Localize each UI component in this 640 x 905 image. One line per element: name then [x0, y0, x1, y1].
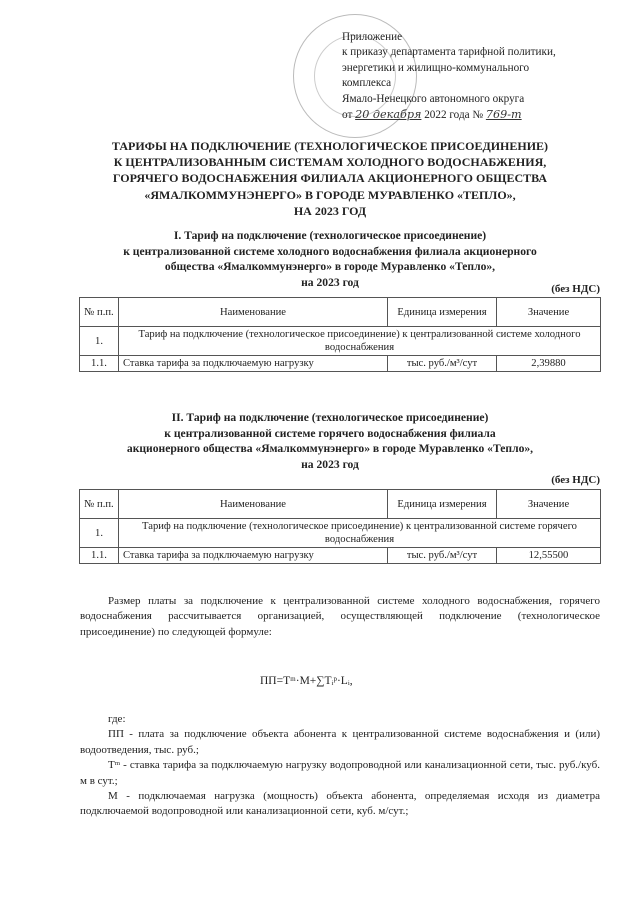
- appendix-line: Ямало-Ненецкого автономного округа: [342, 92, 525, 105]
- tariff-table-cold-water: [79, 297, 601, 372]
- intro-paragraph: [80, 594, 600, 640]
- title-line: «ЯМАЛКОММУНЭНЕРГО» В ГОРОДЕ МУРАВЛЕНКО «ТЕПЛО»,: [144, 187, 516, 202]
- row-name: Ставка тарифа за подключаемую нагрузку: [119, 356, 388, 372]
- appendix-line: энергетики и жилищно-коммунального: [342, 61, 530, 74]
- header-name: Наименование: [119, 298, 388, 327]
- group-label: Тариф на подключение (технологическое присоединение) к централизованной системе горячего водоснабжения: [119, 519, 601, 548]
- title-line: НА 2023 ГОД: [293, 203, 367, 218]
- definition-pp: ПП - плата за подключение объекта абонента к централизованной системе водоснабжения и (или) водоотведения, тыс. руб.;: [80, 728, 600, 756]
- header-value: Значение: [497, 490, 601, 519]
- section2-heading-line: II. Тариф на подключение (технологическое присоединение): [171, 411, 489, 424]
- appendix-line: к приказу департамента тарифной политики,: [342, 46, 556, 59]
- table-header-row: [80, 490, 601, 519]
- table-group-row: [80, 519, 601, 548]
- table-row: [80, 356, 601, 372]
- row-value: 12,55500: [497, 548, 601, 564]
- row-unit: тыс. руб./м³/сут: [388, 356, 497, 372]
- row-name: Ставка тарифа за подключаемую нагрузку: [119, 548, 388, 564]
- appendix-line: Приложение: [342, 31, 403, 43]
- section1-heading-line: на 2023 год: [301, 275, 359, 289]
- group-num: 1.: [80, 327, 119, 356]
- vat-note-2: (без НДС): [551, 474, 600, 486]
- date-prefix: от: [342, 109, 353, 122]
- header-unit: Единица измерения: [388, 298, 497, 327]
- section1-heading: [50, 228, 610, 290]
- header-name: Наименование: [119, 490, 388, 519]
- section1-heading-line: к централизованной системе холодного водоснабжения филиала акционерного: [123, 244, 537, 258]
- row-value: 2,39880: [497, 356, 601, 372]
- handwritten-number: 769-т: [485, 108, 522, 122]
- formula: ПП=Тᵐ·М+∑Тᵢᵖ·Lᵢ,: [260, 675, 353, 687]
- where-label: где:: [108, 713, 126, 725]
- title-line: К ЦЕНТРАЛИЗОВАННЫМ СИСТЕМАМ ХОЛОДНОГО ВОДОСНАБЖЕНИЯ,: [113, 155, 547, 170]
- appendix-date-line: [342, 107, 622, 123]
- appendix-block: [342, 30, 622, 123]
- handwritten-date: 20 декабря: [355, 108, 422, 122]
- section2-heading-line: на 2023 год: [301, 457, 359, 471]
- date-suffix: 2022 года №: [424, 109, 484, 122]
- section2-heading: [50, 410, 610, 472]
- vat-note-1: (без НДС): [551, 283, 600, 295]
- table-header-row: [80, 298, 601, 327]
- title-line: ГОРЯЧЕГО ВОДОСНАБЖЕНИЯ ФИЛИАЛА АКЦИОНЕРНОГО ОБЩЕСТВА: [112, 171, 548, 186]
- definition-tm: Тᵐ - ставка тарифа за подключаемую нагрузку водопроводной или канализационной сети, тыс. руб./куб. м в сут.;: [80, 759, 600, 787]
- group-num: 1.: [80, 519, 119, 548]
- appendix-line: комплекса: [342, 77, 392, 90]
- title-line: ТАРИФЫ НА ПОДКЛЮЧЕНИЕ (ТЕХНОЛОГИЧЕСКОЕ ПРИСОЕДИНЕНИЕ): [111, 139, 549, 153]
- row-num: 1.1.: [80, 356, 119, 372]
- definition-m: М - подключаемая нагрузка (мощность) объекта абонента, определяемая исходя из диаметра подключаемой водопроводной или канализационной сети, куб. м/сут.;: [80, 790, 600, 818]
- header-num: № п.п.: [80, 490, 119, 519]
- row-num: 1.1.: [80, 548, 119, 564]
- section2-heading-line: к централизованной системе горячего водоснабжения филиала: [164, 426, 496, 440]
- intro-text: Размер платы за подключение к централизованной системе холодного водоснабжения, горячего водоснабжения рассчитывается организацией, осуществляющей подключение (технологическое присоединение) по следующей формуле:: [80, 595, 600, 638]
- tariff-table-hot-water: [79, 489, 601, 564]
- group-label: Тариф на подключение (технологическое присоединение) к централизованной системе холодного водоснабжения: [119, 327, 601, 356]
- table-row: [80, 548, 601, 564]
- definitions: [80, 712, 600, 820]
- header-unit: Единица измерения: [388, 490, 497, 519]
- section1-heading-line: I. Тариф на подключение (технологическое присоединение): [173, 229, 487, 242]
- header-num: № п.п.: [80, 298, 119, 327]
- header-value: Значение: [497, 298, 601, 327]
- table-group-row: [80, 327, 601, 356]
- document-title: [40, 138, 620, 219]
- row-unit: тыс. руб./м³/сут: [388, 548, 497, 564]
- section2-heading-line: акционерного общества «Ямалкоммунэнерго» в городе Муравленко «Тепло»,: [126, 442, 534, 456]
- section1-heading-line: общества «Ямалкоммунэнерго» в городе Муравленко «Тепло»,: [164, 260, 496, 274]
